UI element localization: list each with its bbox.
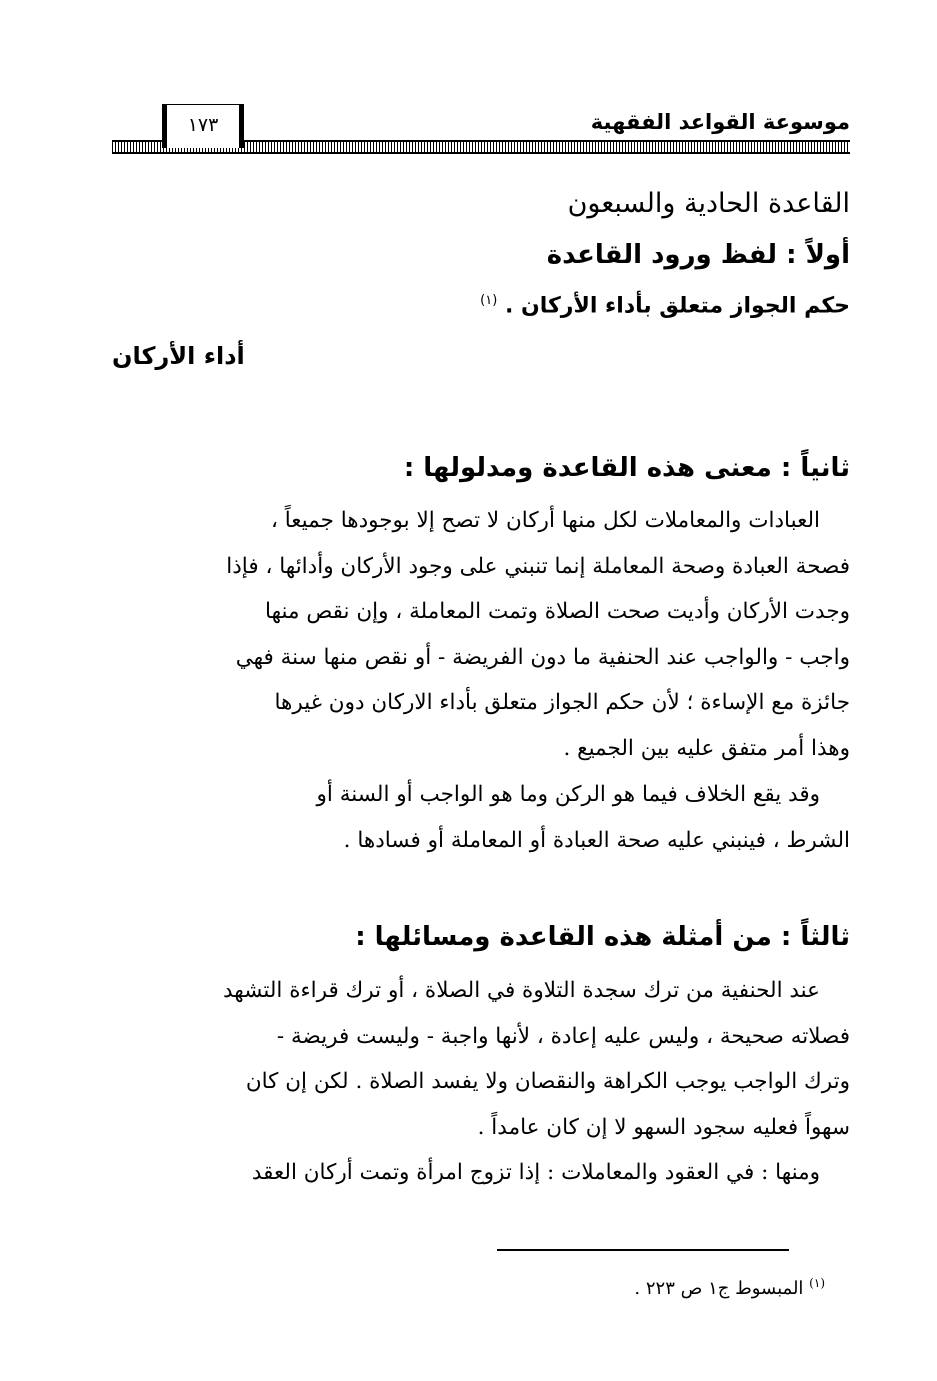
footnote-text: المبسوط ج١ ص ٢٢٣ . <box>634 1278 804 1299</box>
second-paragraph-2 <box>112 772 850 863</box>
text-line: ومنها : في العقود والمعاملات : إذا تزوج امرأة وتمت أركان العقد <box>251 1160 820 1185</box>
second-heading: ثانياً : معنى هذه القاعدة ومدلولها : <box>403 453 850 483</box>
text-line: الشرط ، فينبني عليه صحة العبادة أو المعاملة أو فسادها . <box>343 827 850 853</box>
text-line: وجدت الأركان وأديت صحت الصلاة وتمت المعاملة ، وإن نقص منها <box>265 599 850 624</box>
text-line: وهذا أمر متفق عليه بين الجميع . <box>563 735 850 761</box>
text-line: جائزة مع الإساءة ؛ لأن حكم الجواز متعلق بأداء الاركان دون غيرها <box>274 690 850 715</box>
text-line: سهواً فعليه سجود السهو لا إن كان عامداً . <box>477 1114 850 1140</box>
second-paragraph-1 <box>112 498 850 771</box>
page-number: ١٧٣ <box>162 104 244 148</box>
text-line: عند الحنفية من ترك سجدة التلاوة في الصلاة ، أو ترك قراءة التشهد <box>223 978 820 1003</box>
page-header <box>112 104 850 156</box>
third-heading: ثالثاً : من أمثلة هذه القاعدة ومسائلها : <box>355 922 850 952</box>
third-paragraph-1 <box>112 968 850 1150</box>
rule-number-title: القاعدة الحادية والسبعون <box>567 188 850 219</box>
text-line: فصلاته صحيحة ، وليس عليه إعادة ، لأنها واجبة - وليست فريضة - <box>276 1023 850 1049</box>
footnote-separator <box>497 1249 789 1251</box>
book-title: موسوعة القواعد الفقهية <box>590 110 850 134</box>
rule-keyword: أداء الأركان <box>112 342 245 370</box>
first-heading: أولاً : لفظ ورود القاعدة <box>546 240 850 270</box>
text-line: وترك الواجب يوجب الكراهة والنقصان ولا يفسد الصلاة . لكن إن كان <box>245 1069 850 1094</box>
text-line: وقد يقع الخلاف فيما هو الركن وما هو الواجب أو السنة أو <box>316 782 820 807</box>
third-paragraph-2 <box>112 1150 850 1196</box>
text-line: واجب - والواجب عند الحنفية ما دون الفريضة - أو نقص منها سنة فهي <box>235 644 850 670</box>
rule-text: حكم الجواز متعلق بأداء الأركان . <box>504 293 850 319</box>
text-line: فصحة العبادة وصحة المعاملة إنما تنبني على وجود الأركان وأدائها ، فإذا <box>226 553 850 579</box>
text-line: العبادات والمعاملات لكل منها أركان لا تصح إلا بوجودها جميعاً ، <box>270 508 820 533</box>
footnote <box>634 1276 825 1299</box>
footnote-marker: (١) <box>809 1276 825 1290</box>
rule-text-line <box>480 293 850 318</box>
rule-footnote-marker: (١) <box>480 293 498 308</box>
